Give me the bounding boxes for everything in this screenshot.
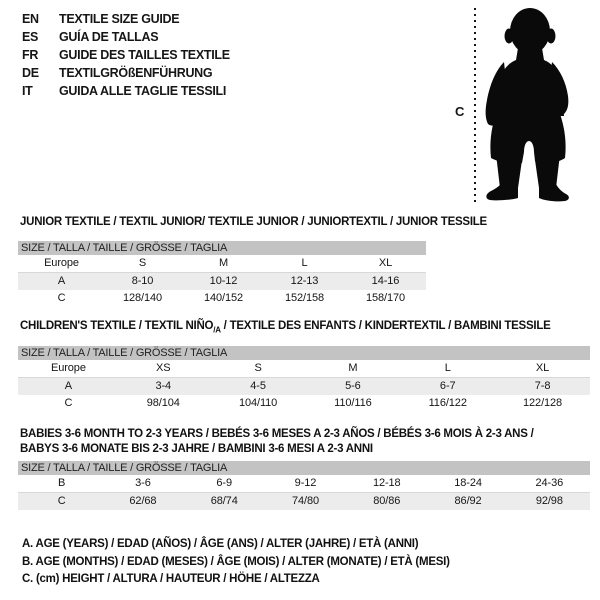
row-label: A	[64, 380, 73, 392]
babies-table-title	[20, 427, 534, 457]
size-value-cell: 3-6	[135, 477, 151, 489]
size-value-cell: 14-16	[371, 275, 400, 287]
size-header-bar: SIZE / TALLA / TAILLE / GRÖSSE / TAGLIA	[18, 461, 590, 475]
size-value-cell: M	[218, 257, 229, 269]
table-row-europe	[18, 255, 426, 273]
size-value-cell: 6-7	[439, 380, 456, 392]
row-label: B	[58, 477, 66, 489]
size-value-cell: 86/92	[454, 495, 482, 507]
row-label: C	[57, 495, 66, 507]
size-value-cell: 3-4	[155, 380, 172, 392]
table-title-line: BABIES 3-6 MONTH TO 2-3 YEARS / BEBÉS 3-6 MESES A 2-3 AÑOS / BÉBÉS 3-6 MOIS À 2-3 ANS /	[20, 428, 534, 440]
size-header-bar: SIZE / TALLA / TAILLE / GRÖSSE / TAGLIA	[18, 241, 426, 255]
language-title: GUIDA ALLE TAGLIE TESSILI	[59, 84, 227, 98]
footnote-b: B. AGE (MONTHS) / EDAD (MESES) / ÂGE (MOIS) / ALTER (MONATE) / ETÀ (MESI)	[22, 555, 450, 568]
size-value-cell: 92/98	[535, 495, 563, 507]
size-value-cell: 9-12	[294, 477, 317, 489]
size-value-cell: 62/68	[129, 495, 157, 507]
table-title-line: CHILDREN'S TEXTILE / TEXTIL $NIÑO_{/A}$ / TEXTILE DES ENFANTS / KINDERTEXTIL / BAMBINI TESSILE	[20, 320, 551, 335]
size-value-cell: 122/128	[523, 397, 563, 409]
row-label: Europe	[44, 257, 79, 269]
size-value-cell: L	[301, 257, 308, 269]
size-value-cell: 98/104	[146, 397, 180, 409]
table-row-c	[18, 493, 590, 510]
language-title: TEXTILE SIZE GUIDE	[59, 12, 180, 26]
table-row-a	[18, 273, 426, 290]
size-value-cell: 104/110	[238, 397, 278, 409]
size-value-cell: 24-36	[535, 477, 564, 489]
size-value-cell: S	[138, 257, 147, 269]
table-row-europe	[18, 360, 590, 378]
row-label: C	[64, 397, 73, 409]
language-row-es	[22, 28, 230, 46]
size-value-cell: 128/140	[122, 292, 163, 304]
size-value-cell: 4-5	[250, 380, 266, 392]
language-code: ES	[22, 30, 39, 44]
size-value-cell: 7-8	[534, 380, 551, 392]
language-row-de	[22, 64, 230, 82]
size-value-cell: 10-12	[209, 275, 238, 287]
language-code: DE	[22, 66, 39, 80]
footnote-a: A. AGE (YEARS) / EDAD (AÑOS) / ÂGE (ANS) / ALTER (JAHRE) / ETÀ (ANNI)	[22, 538, 419, 550]
table-row-a	[18, 378, 590, 395]
size-value-cell: 5-6	[345, 380, 361, 392]
size-value-cell: 68/74	[210, 495, 238, 507]
junior-size-table	[18, 241, 426, 307]
table-row-c	[18, 290, 426, 307]
size-value-cell: 74/80	[291, 495, 319, 507]
language-list	[22, 10, 230, 100]
language-title: GUIDE DES TAILLES TEXTILE	[59, 48, 230, 62]
height-measure-label: C	[455, 104, 465, 119]
size-value-cell: XS	[156, 362, 171, 374]
language-row-en	[22, 10, 230, 28]
size-value-cell: 110/116	[334, 397, 372, 409]
size-value-cell: 18-24	[454, 477, 482, 489]
language-row-fr	[22, 46, 230, 64]
children-size-table	[18, 346, 590, 412]
children-table-title	[20, 319, 551, 337]
footnote-c: C. (cm) HEIGHT / ALTURA / HAUTEUR / HÖHE / ALTEZZA	[22, 573, 320, 585]
table-title-line: BABYS 3-6 MONATE BIS 2-3 JAHRE / BAMBINI 3-6 MESI A 2-3 ANNI	[20, 443, 373, 455]
language-row-it	[22, 82, 230, 100]
language-code: FR	[22, 48, 39, 62]
size-value-cell: 152/158	[284, 292, 325, 304]
table-title-line: JUNIOR TEXTILE / TEXTIL JUNIOR/ TEXTILE JUNIOR / JUNIORTEXTIL / JUNIOR TESSILE	[20, 216, 487, 228]
table-row-c	[18, 395, 590, 412]
language-code: IT	[22, 84, 33, 98]
language-title: TEXTILGRÖßENFÜHRUNG	[59, 66, 213, 80]
row-label: C	[57, 292, 66, 304]
row-label: Europe	[50, 362, 86, 374]
size-value-cell: 8-10	[131, 275, 154, 287]
size-value-cell: 12-13	[290, 275, 319, 287]
size-value-cell: XL	[535, 362, 550, 374]
size-value-cell: 12-18	[372, 477, 401, 489]
babies-size-table	[18, 461, 590, 510]
toddler-silhouette-icon	[484, 8, 572, 206]
size-value-cell: S	[254, 362, 262, 374]
size-value-cell: 140/152	[203, 292, 244, 304]
size-value-cell: 158/170	[365, 292, 406, 304]
junior-table-title	[20, 215, 487, 230]
size-value-cell: M	[348, 362, 358, 374]
row-label: A	[57, 275, 66, 287]
table-row-b	[18, 475, 590, 493]
language-code: EN	[22, 12, 39, 26]
height-measure-dotted-line	[474, 8, 476, 206]
size-header-bar: SIZE / TALLA / TAILLE / GRÖSSE / TAGLIA	[18, 346, 590, 360]
footnotes	[22, 536, 450, 589]
size-value-cell: 116/122	[428, 397, 467, 409]
language-title: GUÍA DE TALLAS	[59, 30, 159, 44]
size-value-cell: XL	[378, 257, 393, 269]
size-value-cell: 80/86	[373, 495, 401, 507]
size-value-cell: L	[444, 362, 451, 374]
size-value-cell: 6-9	[216, 477, 232, 489]
